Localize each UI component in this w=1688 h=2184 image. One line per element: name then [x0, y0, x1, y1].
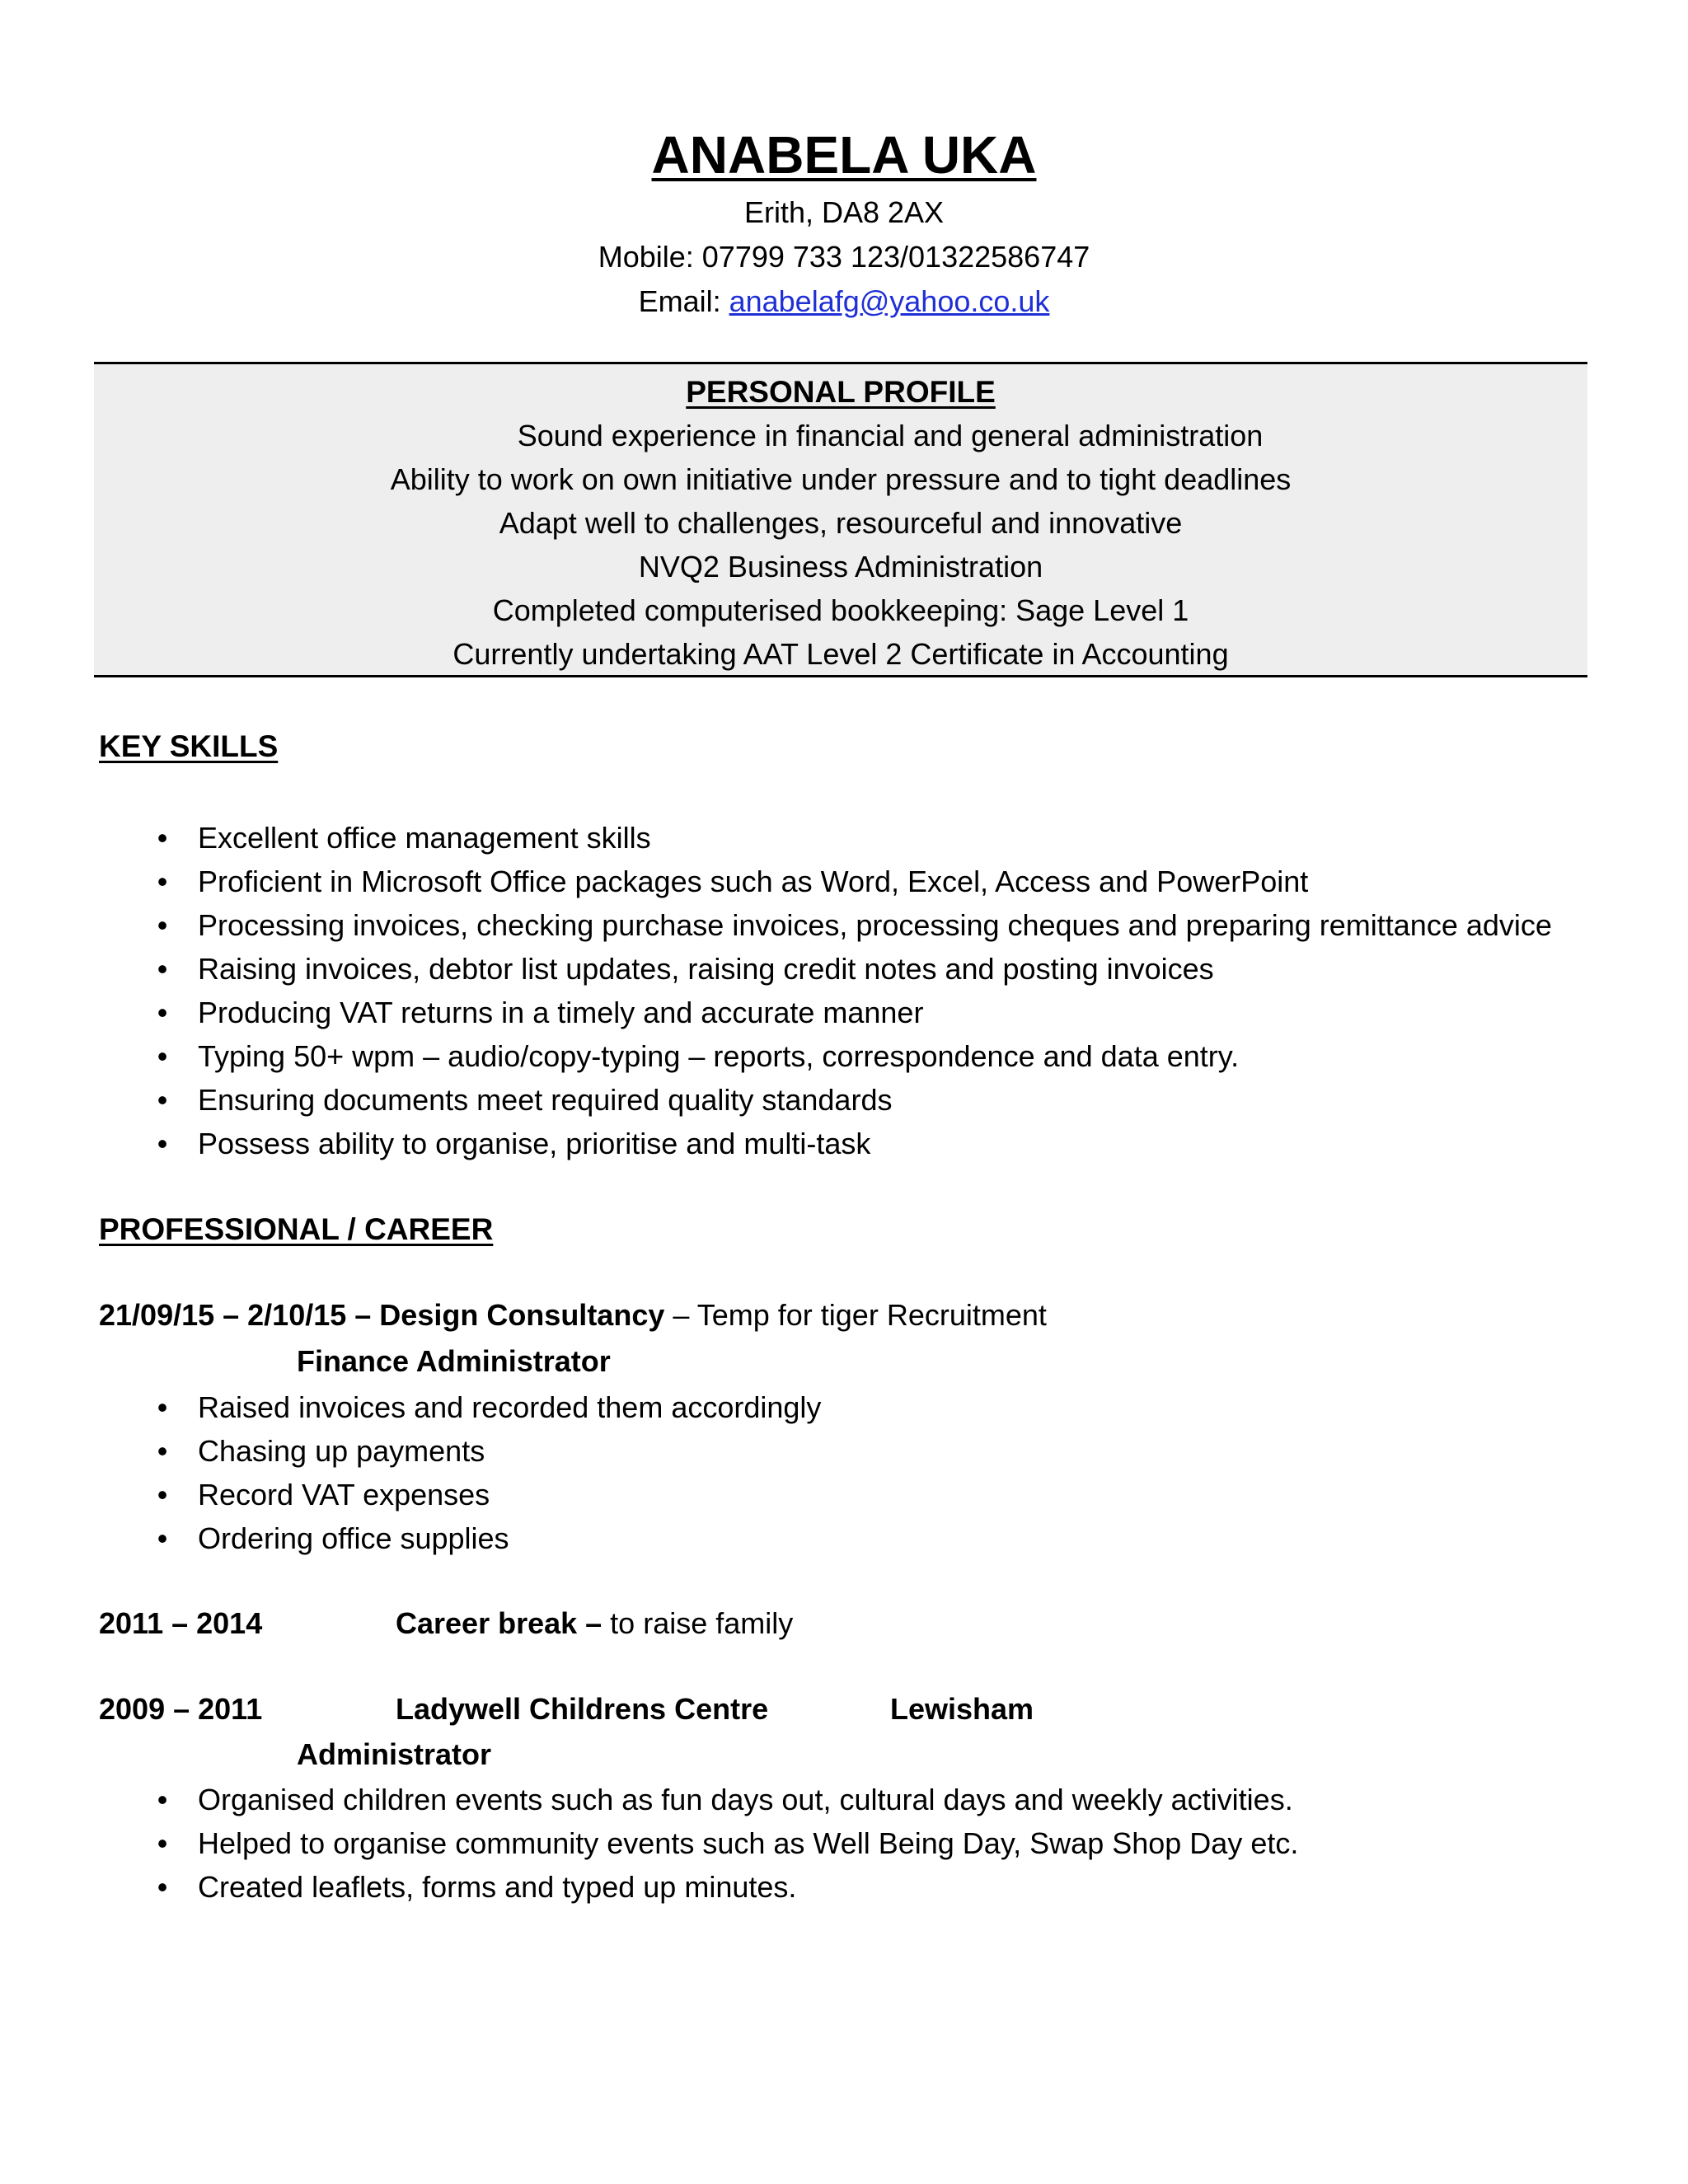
list-item-text: Possess ability to organise, prioritise and multi-task: [198, 1127, 871, 1160]
list-item-text: Producing VAT returns in a timely and accurate manner: [198, 996, 924, 1029]
profile-title: PERSONAL PROFILE: [686, 375, 996, 409]
list-item-text: Created leaflets, forms and typed up minutes.: [198, 1870, 797, 1904]
job-title: Career break –: [396, 1606, 603, 1640]
job-role: Finance Administrator: [297, 1344, 611, 1378]
job-location: Lewisham: [890, 1692, 1034, 1726]
list-item-text: Raised invoices and recorded them accordingly: [198, 1390, 822, 1424]
list-item-text: Ordering office supplies: [198, 1521, 509, 1555]
bullet-icon: •: [157, 1434, 168, 1468]
key-skills-heading: KEY SKILLS: [99, 729, 279, 763]
personal-profile-box: [94, 362, 1587, 677]
profile-line: NVQ2 Business Administration: [638, 550, 1043, 583]
list-item-text: Organised children events such as fun days out, cultural days and weekly activities.: [198, 1783, 1293, 1816]
job-role: Administrator: [297, 1737, 492, 1771]
job-agency: – Temp for tiger Recruitment: [664, 1298, 1047, 1332]
list-item-text: Proficient in Microsoft Office packages such as Word, Excel, Access and PowerPoint: [198, 865, 1309, 898]
profile-line: Adapt well to challenges, resourceful and innovative: [499, 506, 1183, 540]
profile-line: Completed computerised bookkeeping: Sage Level 1: [492, 593, 1189, 627]
list-item-text: Ensuring documents meet required quality standards: [198, 1083, 893, 1117]
list-item-text: Typing 50+ wpm – audio/copy-typing – reports, correspondence and data entry.: [198, 1039, 1240, 1073]
bullet-icon: •: [157, 1521, 168, 1555]
profile-line: Ability to work on own initiative under pressure and to tight deadlines: [390, 462, 1292, 496]
email-line: [0, 284, 1688, 320]
list-item-text: Helped to organise community events such as Well Being Day, Swap Shop Day etc.: [198, 1826, 1299, 1860]
list-item-text: Record VAT expenses: [198, 1478, 490, 1511]
bullet-icon: •: [157, 821, 168, 855]
job-title-line: [396, 1605, 793, 1642]
job-dates: 2009 – 2011: [99, 1692, 263, 1726]
mobile-label: Mobile:: [598, 240, 702, 274]
career-heading: PROFESSIONAL / CAREER: [99, 1212, 494, 1246]
bullet-icon: •: [157, 1870, 168, 1904]
job-header: [99, 1691, 1034, 1727]
email-link[interactable]: anabelafg@yahoo.co.uk: [729, 284, 1050, 318]
bullet-icon: •: [157, 952, 168, 986]
mobile-line: [0, 239, 1688, 275]
profile-line: Sound experience in financial and general administration: [517, 419, 1264, 452]
profile-line: Currently undertaking AAT Level 2 Certificate in Accounting: [452, 637, 1229, 671]
bullet-icon: •: [157, 1039, 168, 1073]
bullet-icon: •: [157, 908, 168, 942]
bullet-icon: •: [157, 1390, 168, 1424]
list-item-text: Excellent office management skills: [198, 821, 651, 855]
bullet-icon: •: [157, 1478, 168, 1511]
bullet-icon: •: [157, 996, 168, 1029]
job-note: to raise family: [602, 1606, 794, 1640]
job-header: [99, 1297, 1047, 1333]
job-header: [99, 1605, 794, 1642]
list-item-text: Raising invoices, debtor list updates, raising credit notes and posting invoices: [198, 952, 1214, 986]
list-item-text: Chasing up payments: [198, 1434, 485, 1468]
email-label: Email:: [638, 284, 729, 318]
bullet-icon: •: [157, 865, 168, 898]
candidate-name: ANABELA UKA: [651, 125, 1037, 185]
job-company: Ladywell Childrens Centre: [396, 1692, 769, 1726]
bullet-icon: •: [157, 1783, 168, 1816]
job-dates: 2011 – 2014: [99, 1606, 263, 1640]
bullet-icon: •: [157, 1083, 168, 1117]
address: Erith, DA8 2AX: [743, 195, 945, 229]
bullet-icon: •: [157, 1826, 168, 1860]
bullet-icon: •: [157, 1127, 168, 1160]
job-dates-company: 21/09/15 – 2/10/15 – Design Consultancy: [99, 1298, 665, 1332]
mobile-number: 07799 733 123/01322586747: [701, 240, 1090, 274]
list-item-text: Processing invoices, checking purchase invoices, processing cheques and preparing remittance advice: [198, 908, 1552, 942]
